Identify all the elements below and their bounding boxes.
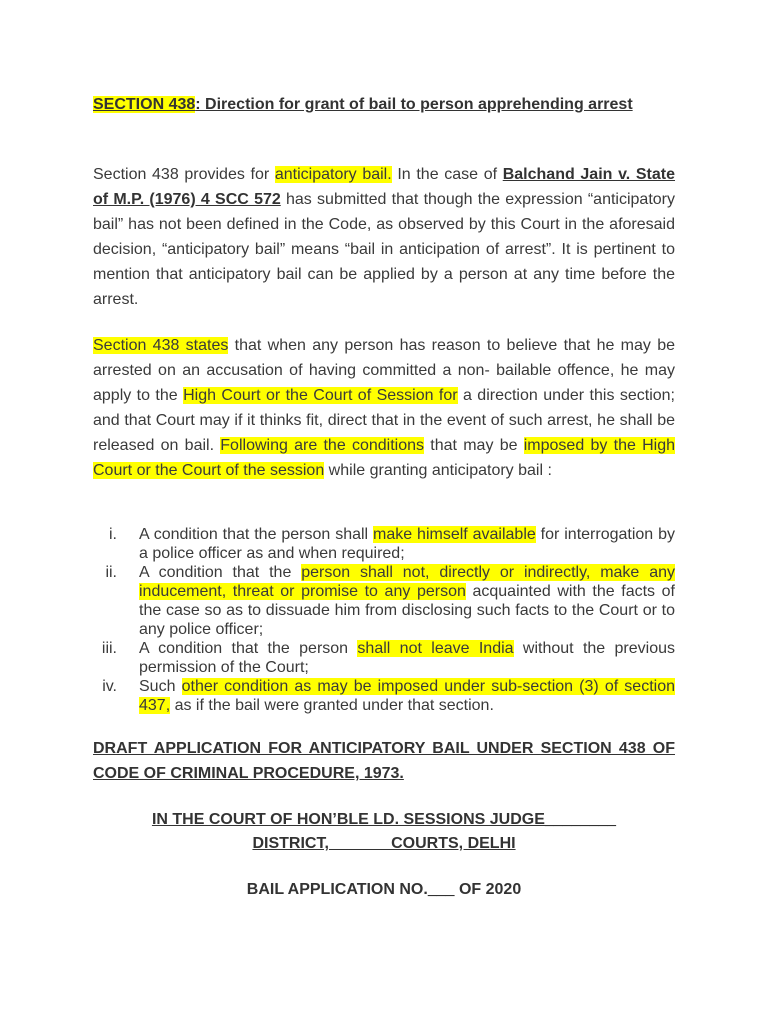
text-run: A condition that the bbox=[139, 564, 302, 581]
court-line-2 bbox=[93, 832, 675, 856]
list-item bbox=[93, 525, 675, 563]
highlight-text: shall not leave India bbox=[357, 640, 514, 657]
highlight-imposed: imposed by the High Court or the Court of the session bbox=[93, 437, 676, 479]
list-number: ii. bbox=[105, 564, 117, 581]
text-run: for interrogation by a police officer as and when required; bbox=[139, 526, 676, 562]
list-item bbox=[93, 677, 675, 715]
text-run: Section 438 provides for bbox=[93, 166, 275, 183]
text-run: a direction under this section; and that Court may if it thinks fit, direct that in the event of such arrest, he shall be released on bail. bbox=[93, 387, 676, 454]
bail-year: OF 2020 bbox=[454, 881, 522, 898]
highlight-text: person shall not, directly or indirectly, make any inducement, threat or promise to any person bbox=[139, 564, 675, 600]
list-number: iii. bbox=[101, 640, 117, 657]
highlight-high-court: High Court or the Court of Session for bbox=[183, 387, 458, 404]
bail-application-number bbox=[93, 878, 675, 902]
text-run: In the case of bbox=[391, 166, 503, 183]
paragraph-section-438 bbox=[93, 333, 675, 483]
court-name: IN THE COURT OF HON’BLE LD. SESSIONS JUDGE________ bbox=[151, 811, 617, 828]
list-number: i. bbox=[109, 526, 117, 543]
text-run: A condition that the person bbox=[139, 640, 358, 657]
section-title: : Direction for grant of bail to person apprehending arrest bbox=[195, 96, 633, 113]
conditions-list bbox=[93, 525, 675, 715]
text-run: while granting anticipatory bail : bbox=[324, 462, 552, 479]
text-run: that may be bbox=[424, 437, 524, 454]
bail-prefix: BAIL APPLICATION NO. bbox=[246, 881, 428, 898]
highlight-text: make himself available bbox=[373, 526, 536, 543]
list-item bbox=[93, 639, 675, 677]
paragraph-anticipatory-bail bbox=[93, 162, 675, 312]
list-item bbox=[93, 563, 675, 639]
text-run: acquainted with the facts of the case so as to dissuade him from disclosing such facts to the Court or to any police officer; bbox=[139, 583, 675, 638]
draft-application-title: DRAFT APPLICATION FOR ANTICIPATORY BAIL UNDER SECTION 438 OF CODE OF CRIMINAL PROCEDURE, 1973. bbox=[93, 740, 675, 782]
highlight-text: other condition as may be imposed under sub-section (3) of section 437, bbox=[139, 678, 676, 714]
text-run: as if the bail were granted under that section. bbox=[170, 697, 494, 714]
highlight-conditions: Following are the conditions bbox=[220, 437, 425, 454]
court-district: DISTRICT, COURTS, DELHI bbox=[252, 835, 516, 852]
case-citation: Balchand Jain v. State of M.P. (1976) 4 SCC 572 bbox=[93, 166, 676, 208]
list-number: iv. bbox=[102, 678, 117, 695]
highlight-section-438-states: Section 438 states bbox=[93, 337, 229, 354]
court-line-1 bbox=[93, 808, 675, 832]
text-run: A condition that the person shall bbox=[139, 526, 374, 543]
text-run: that when any person has reason to believe that he may be arrested on an accusation of having committed a non- bailable offence, he may apply to the bbox=[93, 337, 676, 404]
highlight-anticipatory-bail: anticipatory bail. bbox=[274, 166, 392, 183]
section-heading bbox=[93, 92, 675, 117]
text-run: Such bbox=[139, 678, 182, 695]
text-run: has submitted that though the expression “anticipatory bail” has not been defined in the Code, as observed by this Court in the aforesaid decision, “anticipatory bail” means “bail in anticipation of arrest”. It is pertinent to mention that anticipatory bail can be applied by a person at any time before the arrest. bbox=[93, 191, 676, 308]
section-label: SECTION 438 bbox=[93, 96, 196, 113]
text-run: without the previous permission of the Court; bbox=[139, 640, 676, 676]
bail-number-blank: ___ bbox=[427, 881, 455, 898]
